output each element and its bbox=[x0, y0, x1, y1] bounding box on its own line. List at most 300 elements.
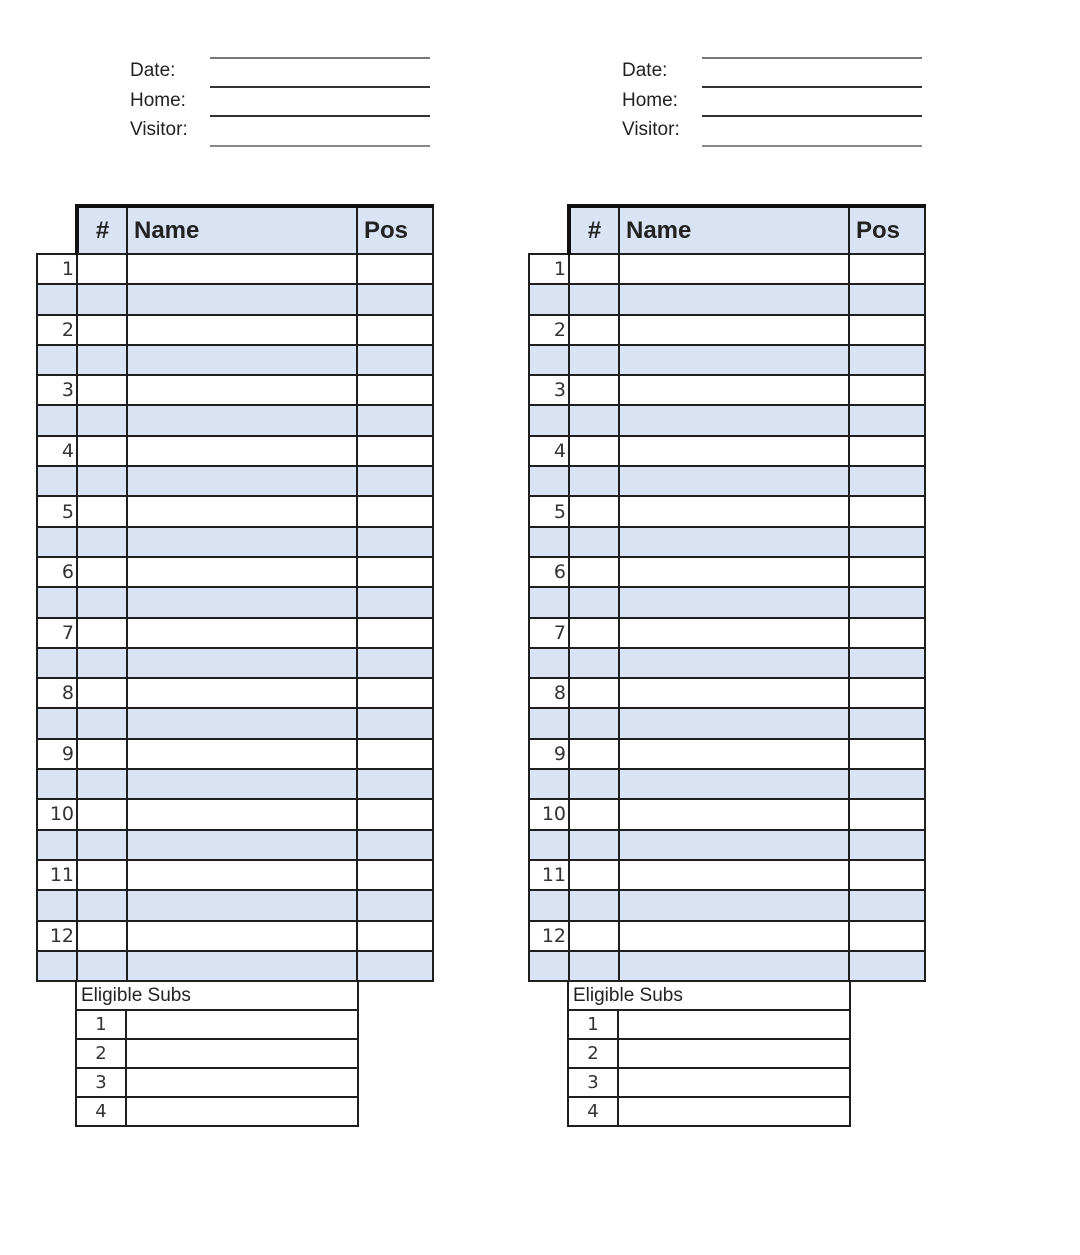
lineup-row bbox=[529, 618, 925, 648]
home-field[interactable] bbox=[702, 115, 922, 117]
player-name-cell[interactable] bbox=[127, 315, 357, 345]
player-position-cell[interactable] bbox=[849, 375, 925, 405]
player-name-cell[interactable] bbox=[127, 405, 357, 435]
batting-order-number: 9 bbox=[37, 739, 77, 769]
date-field[interactable] bbox=[702, 86, 922, 88]
batting-order-spacer bbox=[529, 345, 569, 375]
player-number-cell[interactable] bbox=[569, 618, 619, 648]
player-number-cell[interactable] bbox=[569, 315, 619, 345]
player-position-cell[interactable] bbox=[357, 860, 433, 890]
batting-order-number: 8 bbox=[37, 678, 77, 708]
batting-order-spacer bbox=[37, 527, 77, 557]
lineup-row-shaded bbox=[529, 951, 925, 981]
player-number-cell[interactable] bbox=[569, 860, 619, 890]
player-position-cell[interactable] bbox=[357, 921, 433, 951]
lineup-row-shaded bbox=[37, 648, 433, 678]
player-position-cell[interactable] bbox=[357, 587, 433, 617]
sub-number: 1 bbox=[76, 1010, 126, 1039]
batting-order-number: 8 bbox=[529, 678, 569, 708]
lineup-row bbox=[37, 618, 433, 648]
batting-order-spacer bbox=[37, 405, 77, 435]
visitor-label: Visitor: bbox=[130, 119, 188, 140]
player-number-cell[interactable] bbox=[77, 436, 127, 466]
player-name-cell[interactable] bbox=[619, 830, 849, 860]
lineup-row-shaded bbox=[529, 890, 925, 920]
player-name-cell[interactable] bbox=[127, 799, 357, 829]
lineup-row bbox=[529, 557, 925, 587]
player-number-cell[interactable] bbox=[77, 587, 127, 617]
player-position-cell[interactable] bbox=[849, 739, 925, 769]
player-name-cell[interactable] bbox=[619, 769, 849, 799]
player-name-cell[interactable] bbox=[127, 830, 357, 860]
player-number-cell[interactable] bbox=[569, 830, 619, 860]
player-number-cell[interactable] bbox=[77, 345, 127, 375]
player-position-cell[interactable] bbox=[849, 860, 925, 890]
sub-name-cell[interactable] bbox=[618, 1097, 850, 1126]
batting-order-spacer bbox=[37, 830, 77, 860]
lineup-body bbox=[37, 206, 433, 981]
player-position-cell[interactable] bbox=[849, 678, 925, 708]
date-label: Date: bbox=[130, 60, 176, 81]
player-position-cell[interactable] bbox=[849, 557, 925, 587]
player-position-cell[interactable] bbox=[849, 315, 925, 345]
player-number-cell[interactable] bbox=[569, 587, 619, 617]
batting-order-number: 9 bbox=[529, 739, 569, 769]
player-name-cell[interactable] bbox=[619, 648, 849, 678]
batting-order-number: 1 bbox=[529, 254, 569, 284]
player-number-cell[interactable] bbox=[77, 496, 127, 526]
sub-row bbox=[76, 1068, 358, 1097]
player-number-cell[interactable] bbox=[569, 739, 619, 769]
batting-order-spacer bbox=[37, 284, 77, 314]
player-number-cell[interactable] bbox=[77, 951, 127, 981]
player-number-cell[interactable] bbox=[77, 678, 127, 708]
player-number-cell[interactable] bbox=[77, 618, 127, 648]
player-position-cell[interactable] bbox=[357, 678, 433, 708]
header-corner bbox=[529, 206, 569, 254]
player-number-cell[interactable] bbox=[569, 890, 619, 920]
player-position-cell[interactable] bbox=[849, 708, 925, 738]
player-number-cell[interactable] bbox=[569, 799, 619, 829]
player-number-cell[interactable] bbox=[77, 860, 127, 890]
player-number-cell[interactable] bbox=[569, 557, 619, 587]
batting-order-number: 7 bbox=[37, 618, 77, 648]
batting-order-spacer bbox=[37, 769, 77, 799]
lineup-row bbox=[529, 496, 925, 526]
player-number-cell[interactable] bbox=[569, 466, 619, 496]
lineup-table bbox=[36, 204, 434, 982]
lineup-row-shaded bbox=[37, 466, 433, 496]
player-name-cell[interactable] bbox=[127, 678, 357, 708]
sub-row bbox=[76, 1039, 358, 1068]
lineup-row bbox=[37, 739, 433, 769]
player-number-cell[interactable] bbox=[569, 678, 619, 708]
batting-order-number: 12 bbox=[529, 921, 569, 951]
player-position-cell[interactable] bbox=[357, 769, 433, 799]
date-top-rule bbox=[702, 57, 922, 59]
column-header-pos: Pos bbox=[357, 206, 433, 254]
lineup-row bbox=[529, 678, 925, 708]
sub-number: 1 bbox=[568, 1010, 618, 1039]
batting-order-number: 6 bbox=[529, 557, 569, 587]
player-position-cell[interactable] bbox=[357, 315, 433, 345]
lineup-row bbox=[37, 799, 433, 829]
lineup-row bbox=[37, 921, 433, 951]
player-name-cell[interactable] bbox=[619, 799, 849, 829]
batting-order-spacer bbox=[37, 466, 77, 496]
batting-order-number: 11 bbox=[529, 860, 569, 890]
lineup-card-left bbox=[36, 0, 436, 1140]
player-name-cell[interactable] bbox=[127, 951, 357, 981]
lineup-row bbox=[37, 678, 433, 708]
player-name-cell[interactable] bbox=[619, 739, 849, 769]
sub-name-cell[interactable] bbox=[126, 1039, 358, 1068]
batting-order-spacer bbox=[529, 466, 569, 496]
lineup-row-shaded bbox=[37, 527, 433, 557]
player-position-cell[interactable] bbox=[357, 375, 433, 405]
batting-order-spacer bbox=[37, 587, 77, 617]
lineup-row bbox=[37, 254, 433, 284]
player-position-cell[interactable] bbox=[849, 527, 925, 557]
player-name-cell[interactable] bbox=[619, 890, 849, 920]
player-position-cell[interactable] bbox=[849, 405, 925, 435]
column-header-number: # bbox=[569, 206, 619, 254]
player-number-cell[interactable] bbox=[77, 769, 127, 799]
lineup-row-shaded bbox=[37, 830, 433, 860]
player-position-cell[interactable] bbox=[357, 648, 433, 678]
player-position-cell[interactable] bbox=[849, 345, 925, 375]
player-position-cell[interactable] bbox=[849, 284, 925, 314]
player-number-cell[interactable] bbox=[569, 436, 619, 466]
player-name-cell[interactable] bbox=[127, 284, 357, 314]
player-name-cell[interactable] bbox=[127, 466, 357, 496]
player-name-cell[interactable] bbox=[619, 284, 849, 314]
lineup-row-shaded bbox=[529, 708, 925, 738]
lineup-row-shaded bbox=[529, 527, 925, 557]
lineup-row-shaded bbox=[529, 466, 925, 496]
player-name-cell[interactable] bbox=[619, 527, 849, 557]
player-number-cell[interactable] bbox=[77, 921, 127, 951]
player-name-cell[interactable] bbox=[619, 466, 849, 496]
sub-number: 2 bbox=[76, 1039, 126, 1068]
player-number-cell[interactable] bbox=[77, 739, 127, 769]
date-label: Date: bbox=[622, 60, 668, 81]
lineup-row bbox=[37, 315, 433, 345]
player-number-cell[interactable] bbox=[569, 951, 619, 981]
batting-order-number: 12 bbox=[37, 921, 77, 951]
sub-row bbox=[568, 1068, 850, 1097]
player-position-cell[interactable] bbox=[357, 436, 433, 466]
player-name-cell[interactable] bbox=[127, 890, 357, 920]
player-name-cell[interactable] bbox=[619, 405, 849, 435]
player-position-cell[interactable] bbox=[849, 769, 925, 799]
batting-order-number: 3 bbox=[37, 375, 77, 405]
eligible-subs-table bbox=[75, 980, 359, 1127]
player-position-cell[interactable] bbox=[849, 830, 925, 860]
player-position-cell[interactable] bbox=[357, 527, 433, 557]
lineup-row-shaded bbox=[529, 284, 925, 314]
batting-order-spacer bbox=[37, 345, 77, 375]
player-number-cell[interactable] bbox=[569, 648, 619, 678]
column-header-name: Name bbox=[619, 206, 849, 254]
player-number-cell[interactable] bbox=[569, 284, 619, 314]
player-position-cell[interactable] bbox=[357, 496, 433, 526]
player-position-cell[interactable] bbox=[849, 951, 925, 981]
lineup-row bbox=[529, 436, 925, 466]
player-name-cell[interactable] bbox=[619, 436, 849, 466]
lineup-row-shaded bbox=[529, 648, 925, 678]
lineup-row bbox=[529, 860, 925, 890]
lineup-row bbox=[529, 375, 925, 405]
header-corner bbox=[37, 206, 77, 254]
batting-order-spacer bbox=[37, 648, 77, 678]
player-number-cell[interactable] bbox=[77, 830, 127, 860]
player-number-cell[interactable] bbox=[77, 466, 127, 496]
home-field[interactable] bbox=[210, 115, 430, 117]
lineup-row-shaded bbox=[37, 951, 433, 981]
batting-order-spacer bbox=[529, 769, 569, 799]
batting-order-spacer bbox=[37, 890, 77, 920]
lineup-row-shaded bbox=[529, 769, 925, 799]
player-number-cell[interactable] bbox=[77, 375, 127, 405]
sub-number: 2 bbox=[568, 1039, 618, 1068]
lineup-row-shaded bbox=[37, 890, 433, 920]
player-name-cell[interactable] bbox=[619, 951, 849, 981]
sub-number: 4 bbox=[76, 1097, 126, 1126]
sub-row bbox=[568, 1039, 850, 1068]
player-name-cell[interactable] bbox=[619, 254, 849, 284]
player-position-cell[interactable] bbox=[849, 254, 925, 284]
player-name-cell[interactable] bbox=[127, 708, 357, 738]
lineup-row bbox=[529, 254, 925, 284]
player-name-cell[interactable] bbox=[127, 557, 357, 587]
player-number-cell[interactable] bbox=[569, 496, 619, 526]
lineup-row bbox=[529, 799, 925, 829]
batting-order-number: 5 bbox=[529, 496, 569, 526]
sub-row bbox=[76, 1010, 358, 1039]
player-number-cell[interactable] bbox=[569, 345, 619, 375]
eligible-subs-table bbox=[567, 980, 851, 1127]
sub-row bbox=[568, 1010, 850, 1039]
lineup-row bbox=[37, 436, 433, 466]
batting-order-number: 4 bbox=[37, 436, 77, 466]
player-position-cell[interactable] bbox=[849, 648, 925, 678]
batting-order-spacer bbox=[37, 708, 77, 738]
player-name-cell[interactable] bbox=[619, 678, 849, 708]
sub-name-cell[interactable] bbox=[618, 1068, 850, 1097]
lineup-row bbox=[37, 375, 433, 405]
sub-number: 3 bbox=[568, 1068, 618, 1097]
player-position-cell[interactable] bbox=[357, 345, 433, 375]
player-name-cell[interactable] bbox=[127, 860, 357, 890]
lineup-row bbox=[529, 315, 925, 345]
lineup-row-shaded bbox=[529, 405, 925, 435]
player-name-cell[interactable] bbox=[127, 527, 357, 557]
player-number-cell[interactable] bbox=[77, 315, 127, 345]
player-name-cell[interactable] bbox=[619, 557, 849, 587]
sub-name-cell[interactable] bbox=[126, 1068, 358, 1097]
player-number-cell[interactable] bbox=[569, 375, 619, 405]
lineup-header-row bbox=[529, 206, 925, 254]
player-position-cell[interactable] bbox=[357, 557, 433, 587]
player-position-cell[interactable] bbox=[849, 587, 925, 617]
player-name-cell[interactable] bbox=[619, 315, 849, 345]
player-name-cell[interactable] bbox=[619, 587, 849, 617]
player-number-cell[interactable] bbox=[569, 405, 619, 435]
player-name-cell[interactable] bbox=[619, 345, 849, 375]
batting-order-spacer bbox=[529, 587, 569, 617]
visitor-label: Visitor: bbox=[622, 119, 680, 140]
lineup-row-shaded bbox=[37, 708, 433, 738]
player-position-cell[interactable] bbox=[849, 890, 925, 920]
lineup-row-shaded bbox=[37, 284, 433, 314]
player-number-cell[interactable] bbox=[77, 527, 127, 557]
batting-order-spacer bbox=[529, 830, 569, 860]
batting-order-number: 4 bbox=[529, 436, 569, 466]
player-name-cell[interactable] bbox=[127, 254, 357, 284]
lineup-row-shaded bbox=[37, 769, 433, 799]
batting-order-spacer bbox=[529, 284, 569, 314]
player-name-cell[interactable] bbox=[127, 375, 357, 405]
batting-order-number: 11 bbox=[37, 860, 77, 890]
player-position-cell[interactable] bbox=[849, 921, 925, 951]
player-number-cell[interactable] bbox=[569, 769, 619, 799]
player-name-cell[interactable] bbox=[127, 921, 357, 951]
home-label: Home: bbox=[130, 90, 186, 111]
player-position-cell[interactable] bbox=[357, 284, 433, 314]
batting-order-spacer bbox=[529, 405, 569, 435]
date-top-rule bbox=[210, 57, 430, 59]
batting-order-number: 7 bbox=[529, 618, 569, 648]
batting-order-number: 3 bbox=[529, 375, 569, 405]
lineup-row-shaded bbox=[529, 830, 925, 860]
player-name-cell[interactable] bbox=[127, 769, 357, 799]
player-number-cell[interactable] bbox=[569, 527, 619, 557]
player-position-cell[interactable] bbox=[357, 951, 433, 981]
sub-name-cell[interactable] bbox=[126, 1010, 358, 1039]
player-position-cell[interactable] bbox=[357, 254, 433, 284]
sub-row bbox=[76, 1097, 358, 1126]
player-position-cell[interactable] bbox=[849, 496, 925, 526]
player-position-cell[interactable] bbox=[849, 436, 925, 466]
player-number-cell[interactable] bbox=[77, 708, 127, 738]
lineup-row-shaded bbox=[37, 405, 433, 435]
lineup-row-shaded bbox=[529, 587, 925, 617]
sub-name-cell[interactable] bbox=[618, 1010, 850, 1039]
player-position-cell[interactable] bbox=[357, 799, 433, 829]
player-name-cell[interactable] bbox=[127, 496, 357, 526]
batting-order-number: 6 bbox=[37, 557, 77, 587]
subs-body bbox=[568, 981, 850, 1126]
player-name-cell[interactable] bbox=[619, 708, 849, 738]
batting-order-spacer bbox=[529, 708, 569, 738]
player-name-cell[interactable] bbox=[127, 345, 357, 375]
sub-name-cell[interactable] bbox=[618, 1039, 850, 1068]
lineup-row-shaded bbox=[37, 345, 433, 375]
batting-order-spacer bbox=[37, 951, 77, 981]
player-position-cell[interactable] bbox=[849, 618, 925, 648]
sub-number: 3 bbox=[76, 1068, 126, 1097]
batting-order-spacer bbox=[529, 890, 569, 920]
player-number-cell[interactable] bbox=[77, 405, 127, 435]
visitor-field[interactable] bbox=[210, 145, 430, 147]
sub-row bbox=[568, 1097, 850, 1126]
player-name-cell[interactable] bbox=[127, 618, 357, 648]
player-number-cell[interactable] bbox=[569, 921, 619, 951]
lineup-row-shaded bbox=[529, 345, 925, 375]
home-label: Home: bbox=[622, 90, 678, 111]
player-number-cell[interactable] bbox=[77, 648, 127, 678]
batting-order-spacer bbox=[529, 951, 569, 981]
batting-order-number: 1 bbox=[37, 254, 77, 284]
column-header-pos: Pos bbox=[849, 206, 925, 254]
column-header-number: # bbox=[77, 206, 127, 254]
player-number-cell[interactable] bbox=[77, 557, 127, 587]
player-number-cell[interactable] bbox=[77, 254, 127, 284]
player-name-cell[interactable] bbox=[127, 587, 357, 617]
sub-number: 4 bbox=[568, 1097, 618, 1126]
player-position-cell[interactable] bbox=[357, 708, 433, 738]
player-number-cell[interactable] bbox=[569, 708, 619, 738]
player-name-cell[interactable] bbox=[619, 860, 849, 890]
player-name-cell[interactable] bbox=[619, 921, 849, 951]
subs-title: Eligible Subs bbox=[76, 981, 358, 1010]
subs-body bbox=[76, 981, 358, 1126]
player-position-cell[interactable] bbox=[849, 799, 925, 829]
player-name-cell[interactable] bbox=[619, 618, 849, 648]
lineup-row-shaded bbox=[37, 587, 433, 617]
player-name-cell[interactable] bbox=[127, 436, 357, 466]
player-name-cell[interactable] bbox=[619, 496, 849, 526]
sub-name-cell[interactable] bbox=[126, 1097, 358, 1126]
player-name-cell[interactable] bbox=[619, 375, 849, 405]
player-name-cell[interactable] bbox=[127, 739, 357, 769]
batting-order-number: 10 bbox=[37, 799, 77, 829]
batting-order-number: 10 bbox=[529, 799, 569, 829]
lineup-row bbox=[529, 921, 925, 951]
player-name-cell[interactable] bbox=[127, 648, 357, 678]
batting-order-number: 2 bbox=[529, 315, 569, 345]
player-position-cell[interactable] bbox=[849, 466, 925, 496]
lineup-row bbox=[37, 496, 433, 526]
date-field[interactable] bbox=[210, 86, 430, 88]
batting-order-number: 5 bbox=[37, 496, 77, 526]
lineup-header-row bbox=[37, 206, 433, 254]
player-position-cell[interactable] bbox=[357, 890, 433, 920]
player-number-cell[interactable] bbox=[569, 254, 619, 284]
batting-order-spacer bbox=[529, 527, 569, 557]
player-number-cell[interactable] bbox=[77, 890, 127, 920]
subs-title: Eligible Subs bbox=[568, 981, 850, 1010]
batting-order-number: 2 bbox=[37, 315, 77, 345]
player-position-cell[interactable] bbox=[357, 618, 433, 648]
player-position-cell[interactable] bbox=[357, 466, 433, 496]
column-header-name: Name bbox=[127, 206, 357, 254]
lineup-table bbox=[528, 204, 926, 982]
visitor-field[interactable] bbox=[702, 145, 922, 147]
player-number-cell[interactable] bbox=[77, 799, 127, 829]
lineup-body bbox=[529, 206, 925, 981]
lineup-row bbox=[529, 739, 925, 769]
player-position-cell[interactable] bbox=[357, 405, 433, 435]
lineup-row bbox=[37, 557, 433, 587]
batting-order-spacer bbox=[529, 648, 569, 678]
lineup-card-right bbox=[528, 0, 928, 1140]
player-position-cell[interactable] bbox=[357, 739, 433, 769]
lineup-row bbox=[37, 860, 433, 890]
player-position-cell[interactable] bbox=[357, 830, 433, 860]
player-number-cell[interactable] bbox=[77, 284, 127, 314]
